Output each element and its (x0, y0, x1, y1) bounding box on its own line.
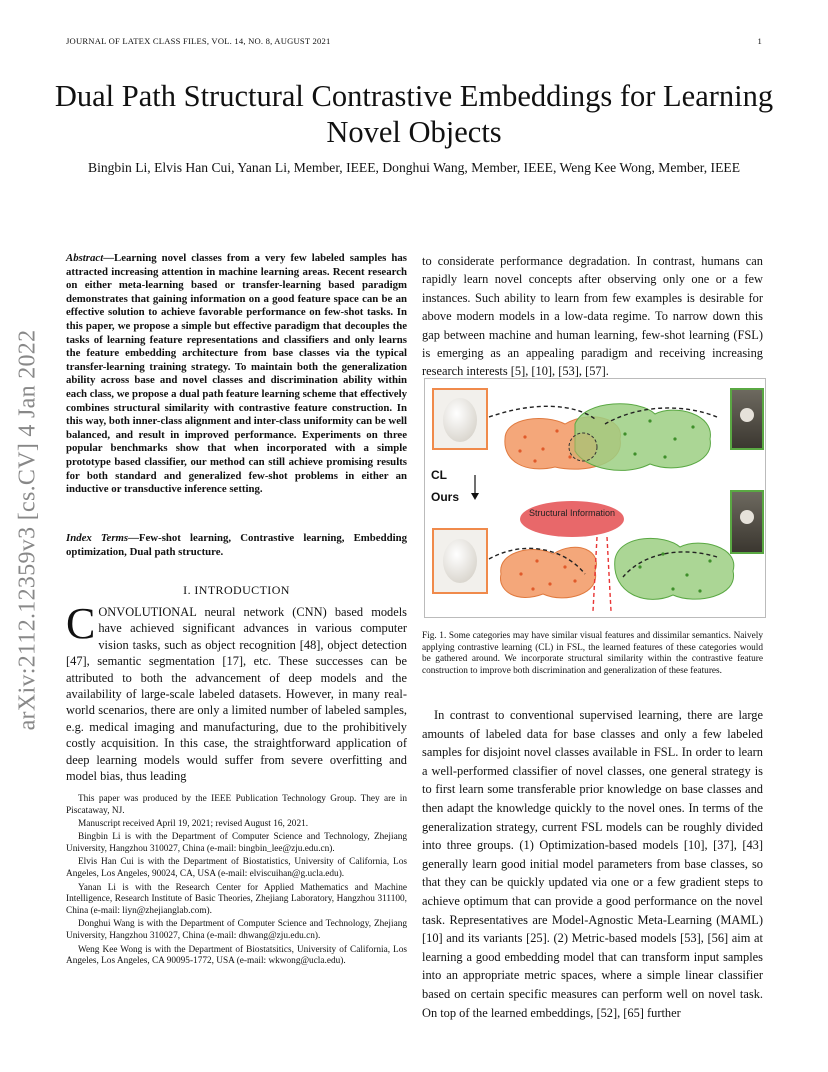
footnote: Weng Kee Wong is with the Department of Biostatsitics, University of California, Los Angeles, Los Angeles, CA 90095-1772, USA (e-mail: wkwong@ucla.edu). (66, 944, 407, 967)
footnotes (66, 794, 407, 970)
orange-cluster (500, 547, 596, 598)
arxiv-id: arXiv:2112.12359v3 [cs.CV] 4 Jan 2022 (14, 329, 41, 731)
running-header (66, 36, 762, 46)
footnote: Donghui Wang is with the Department of Computer Science and Technology, Zhejiang University, Hangzhou 310027, China (e-mail: dhwang@zju.edu.cn). (66, 919, 407, 942)
ours-label: Ours (431, 490, 460, 504)
page-number: 1 (757, 36, 762, 46)
abstract (66, 252, 407, 497)
journal-name: JOURNAL OF LATEX CLASS FILES, VOL. 14, NO. 8, AUGUST 2021 (66, 36, 331, 46)
footnote: Elvis Han Cui is with the Department of Biostatistics, University of California, Los Angeles, Los Angeles, 90024, CA, USA (e-mail: elviscuihan@g.ucla.edu). (66, 857, 407, 880)
author-list: Bingbin Li, Elvis Han Cui, Yanan Li, Member, IEEE, Donghui Wang, Member, IEEE, Weng Kee Wong, Member, IEEE (88, 160, 740, 175)
right-body-paragraph: In contrast to conventional supervised learning, there are large amounts of labeled data for base classes and only a few labeled samples for disjoint novel classes available in FSL. In order to learn a well-performed classifier of novel classes, one general strategy is to first learn some transferable prior knowledge on base classes and then adapt the knowledge quickly to the novel ones. In terms of the generalization strategy, current FSL models can be roughly divided into three groups. (1) Optimization-based models [10], [37], [43] generally learn good initial model parameters from base classes, so that they can be quickly updated via one or a few gradient steps to achieve optimum that can provide a good performance on the novel task. Representatives are Model-Agnostic Meta-Learning (MAML) [10] and its variants [25]. (2) Metric-based models [53], [56] aim at learning a good embedding model that can transform input samples into an appropriate metric spaces, where a simple linear classifier based on certain specific measures can perform well on novel task. On top of the learned embeddings, [52], [65] further (422, 708, 763, 1020)
structural-label: Structural Information (528, 508, 616, 518)
cl-label: CL (431, 468, 447, 482)
green-cluster (575, 404, 710, 471)
footnote: Bingbin Li is with the Department of Computer Science and Technology, Zhejiang University, Hangzhou 310027, China (e-mail: bingbin_lee@zju.edu.cn). (66, 832, 407, 855)
drop-cap: C (66, 599, 96, 648)
footnote: Manuscript received April 19, 2021; revised August 16, 2021. (78, 819, 309, 830)
section-heading: I. INTRODUCTION (183, 583, 290, 597)
egg-image (443, 398, 477, 442)
figure-caption: Fig. 1. Some categories may have similar visual features and dissimilar semantics. Naively applying contrastive learning (CL) in FSL, the learned features of these categories would be gathered around. We incorporate structural similarity within the contrastive feature construction to improve both discrimination and generalization of these features. (422, 631, 763, 676)
arxiv-stamp (8, 300, 48, 760)
intro-paragraph (66, 599, 407, 784)
overlap-region (569, 433, 597, 461)
index-terms-lead: Index Terms (66, 532, 129, 544)
index-terms-text: —Few-shot learning, Contrastive learning, Embedding optimization, Dual path structure. (66, 532, 407, 558)
index-terms (66, 532, 407, 559)
green-cluster (615, 538, 734, 599)
abstract-lead: Abstract (66, 252, 104, 264)
figure-1 (424, 378, 766, 618)
intro-text: ONVOLUTIONAL neural network (CNN) based models have achieved significant advances in various computer vision tasks, such as object recognition [48], object detection [47], semantic segmentation [17], etc. These successes can be attributed to both the advancement of deep models and the availability of large-scale labeled datasets. However, in many real-world scenarios, there are only a limited number of labeled samples, e.g. medical imaging and manufacturing, due to the prohibitively costly acquisition. In this case, the straightforward application of deep learning models would suffer from severe overfitting and model bias, thus leading (66, 605, 407, 784)
abstract-text: —Learning novel classes from a very few labeled samples has attracted increasing attention in machine learning areas. Recent research on either meta-learning based or transfer-learning based paradigm demonstrates that gaining information on a good feature space can be an effective solution to achieve favorable performance on few-shot tasks. In this paper, we propose a simple but effective paradigm that decouples the tasks of learning feature representations and classifiers and only learns the feature embedding architecture from base classes via the typical transfer-learning training strategy. To maintain both the generalization ability across base and novel classes and discrimination ability within each class, we propose a dual path feature learning scheme that effectively combines structural similarity with contrastive feature construction. In this way, both inner-class alignment and inter-class uniformity can be well balanced, and result in improved performance. Experiments on three popular benchmarks show that when incorporated with a simple prototype based classifier, our method can still achieve promising results for both standard and generalized few-shot problems in either an inductive or transductive inference setting. (66, 252, 407, 496)
structural-info-bubble (520, 501, 624, 537)
egg-image (443, 539, 477, 583)
paper-title: Dual Path Structural Contrastive Embeddings for Learning Novel Objects (54, 79, 774, 149)
figure-illustration (425, 379, 765, 617)
footnote: Yanan Li is with the Research Center for Applied Mathematics and Machine Intelligence, Research Institute of Basic Theories, Zhejiang Laboratory, Hangzhou 311100, China (e-mail: liyn@zhejianglab.com). (66, 882, 407, 917)
right-intro-paragraph: to considerate performance degradation. In contrast, humans can rapidly learn novel concepts after observing only one or a few instances. Such ability to learn from few examples is desirable for above modern models in a low-data regime. To narrow down this gap between machine and human learning, few-shot learning (FSL) is emerging as an appealing paradigm and receiving increasing research interests [5], [10], [53], [57]. (422, 254, 763, 379)
footnote: This paper was produced by the IEEE Publication Technology Group. They are in Piscataway, NJ. (66, 794, 407, 816)
